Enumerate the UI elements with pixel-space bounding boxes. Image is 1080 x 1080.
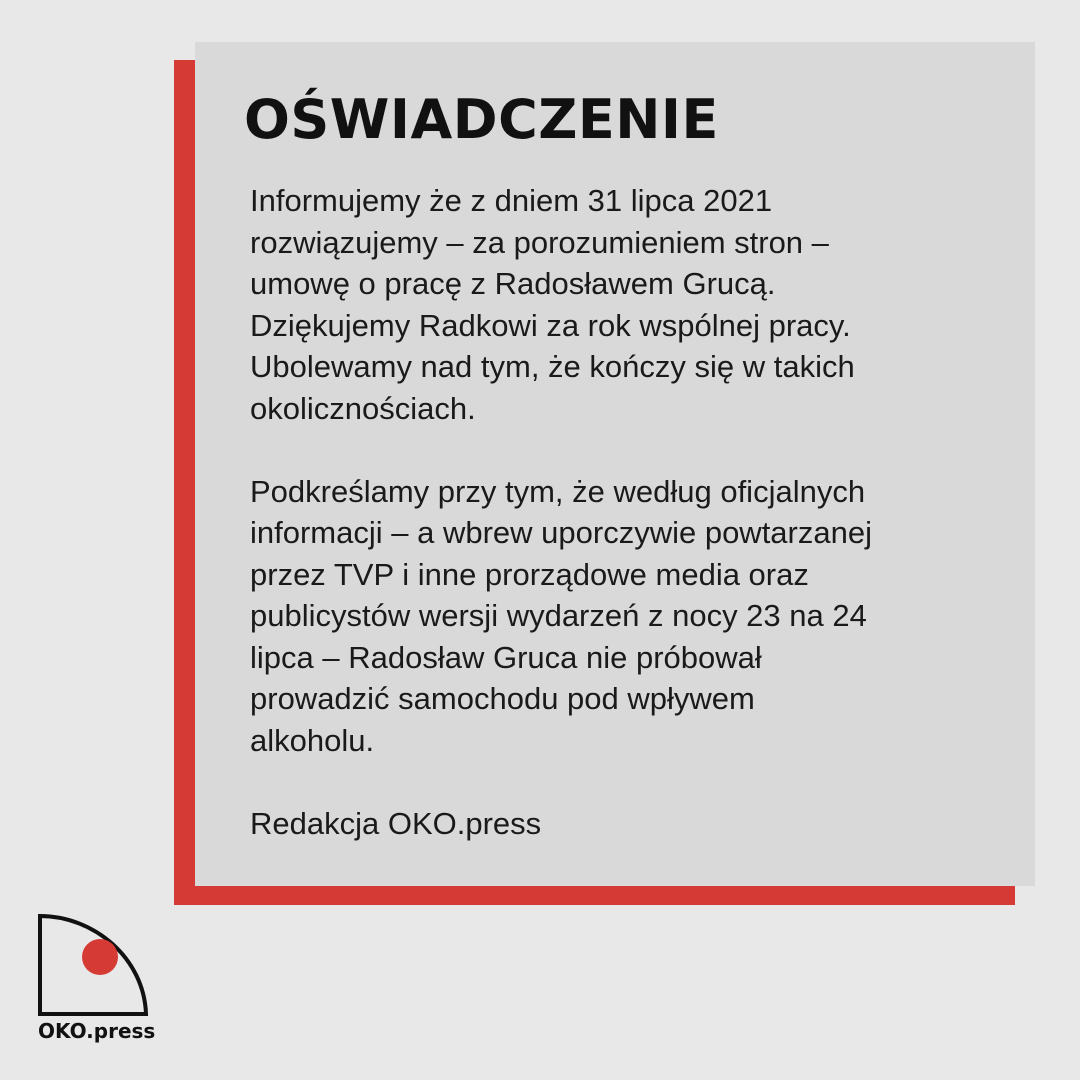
text-line: Ubolewamy nad tym, że kończy się w takich [250,349,855,384]
text-line: informacji – a wbrew uporczywie powtarzanej [250,515,872,550]
statement-paragraph-1 [250,180,1010,429]
text-line: publicystów wersji wydarzeń z nocy 23 na 24 [250,598,867,633]
signature-text: Redakcja OKO.press [250,805,542,841]
oko-press-logo-icon [36,912,150,1016]
statement-body [250,180,1010,844]
statement-title: OŚWIADCZENIE [244,88,719,151]
logo-wordmark: OKO.press [38,1019,156,1043]
text-line: okolicznościach. [250,390,476,426]
text-line: prowadzić samochodu pod wpływem [250,681,755,716]
text-line: umowę o pracę z Radosławem Grucą. [250,266,776,301]
text-line: Dziękujemy Radkowi za rok wspólnej pracy. [250,307,851,343]
text-line: Podkreślamy przy tym, że według oficjalnych [250,473,866,509]
statement-signature [250,803,1010,845]
text-line: przez TVP i inne prorządowe media oraz [250,556,809,592]
text-line: Informujemy że z dniem 31 lipca 2021 [250,183,773,218]
text-line: alkoholu. [250,722,375,758]
text-line: lipca – Radosław Gruca nie próbował [250,639,762,675]
statement-paragraph-2 [250,471,1010,762]
text-line: rozwiązujemy – za porozumieniem stron – [250,224,829,260]
